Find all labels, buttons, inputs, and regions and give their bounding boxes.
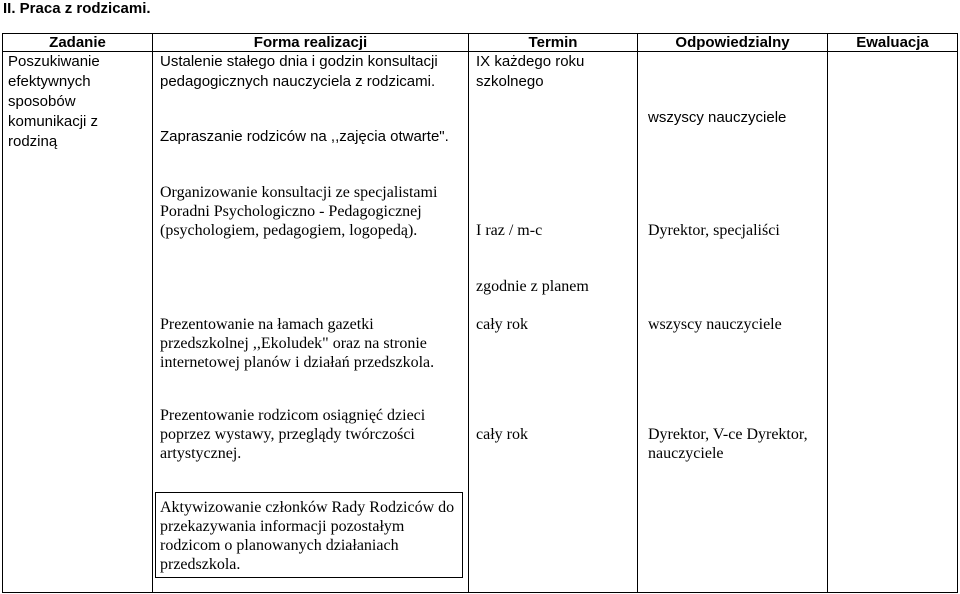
odpowiedzialny-line: wszyscy nauczyciele xyxy=(648,316,782,333)
termin-line: IX każdego roku xyxy=(476,53,585,70)
forma-line: (psychologiem, pedagogiem, logopedą). xyxy=(160,222,418,239)
odpowiedzialny-cell xyxy=(648,315,782,334)
forma-cell xyxy=(160,127,449,146)
termin-cell xyxy=(476,221,542,240)
forma-line: pedagogicznych nauczyciela z rodzicami. xyxy=(160,73,436,90)
termin-cell xyxy=(476,52,584,92)
task-line: komunikacji z xyxy=(8,113,99,130)
forma-line: Poradni Psychologiczno - Pedagogicznej xyxy=(160,203,422,220)
section-title: II. Praca z rodzicami. xyxy=(3,0,151,17)
forma-cell xyxy=(160,406,425,463)
termin-line: zgodnie z planem xyxy=(476,278,589,295)
forma-line: przekazywania informacji pozostałym xyxy=(160,518,405,535)
forma-line: rodzicom o planowanych działaniach xyxy=(160,537,399,554)
forma-line: przedszkolnej ,,Ekoludek" oraz na stronie xyxy=(160,335,427,352)
termin-line: cały rok xyxy=(476,426,528,443)
forma-line: Zapraszanie rodziców na ,,zajęcia otwarte". xyxy=(160,128,449,145)
column-divider-4 xyxy=(827,33,828,593)
termin-line: cały rok xyxy=(476,316,528,333)
forma-cell xyxy=(160,315,434,372)
task-line: efektywnych xyxy=(8,73,91,90)
task-cell xyxy=(8,52,100,152)
column-divider-2 xyxy=(468,33,469,593)
column-divider-1 xyxy=(152,33,153,593)
forma-line: Prezentowanie na łamach gazetki xyxy=(160,316,374,333)
odpowiedzialny-line: Dyrektor, specjaliści xyxy=(648,222,780,239)
forma-line: Prezentowanie rodzicom osiągnięć dzieci xyxy=(160,407,426,424)
column-header-zadanie: Zadanie xyxy=(49,34,106,51)
forma-cell xyxy=(160,498,454,574)
forma-line: Ustalenie stałego dnia i godzin konsultacji xyxy=(160,53,438,70)
forma-line: Organizowanie konsultacji ze specjalistami xyxy=(160,184,438,201)
odpowiedzialny-line: Dyrektor, V-ce Dyrektor, xyxy=(648,426,808,443)
forma-line: internetowej planów i działań przedszkola. xyxy=(160,354,435,371)
odpowiedzialny-cell xyxy=(648,221,780,240)
column-header-forma-realizacji: Forma realizacji xyxy=(253,34,368,51)
task-line: Poszukiwanie xyxy=(8,53,100,70)
forma-line: przedszkola. xyxy=(160,556,241,573)
column-divider-3 xyxy=(637,33,638,593)
odpowiedzialny-cell xyxy=(648,425,808,463)
column-header-odpowiedzialny: Odpowiedzialny xyxy=(675,34,790,51)
table-left-border xyxy=(2,33,3,593)
forma-line: poprzez wystawy, przeglądy twórczości xyxy=(160,426,415,443)
odpowiedzialny-line: nauczyciele xyxy=(648,445,724,462)
termin-cell xyxy=(476,277,589,296)
forma-line: artystycznej. xyxy=(160,445,242,462)
forma-cell xyxy=(160,183,437,240)
forma-line: Aktywizowanie członków Rady Rodziców do xyxy=(160,499,455,516)
task-line: rodziną xyxy=(8,133,58,150)
termin-line: szkolnego xyxy=(476,73,544,90)
table-bottom-border xyxy=(2,592,958,593)
column-header-termin: Termin xyxy=(528,34,578,51)
termin-cell xyxy=(476,315,528,334)
termin-line: I raz / m-c xyxy=(476,222,543,239)
termin-cell xyxy=(476,425,528,444)
table-right-border xyxy=(957,33,958,593)
task-line: sposobów xyxy=(8,93,76,110)
forma-cell xyxy=(160,52,438,92)
column-header-ewaluacja: Ewaluacja xyxy=(856,34,929,51)
odpowiedzialny-line: wszyscy nauczyciele xyxy=(648,109,787,126)
odpowiedzialny-cell xyxy=(648,108,786,127)
